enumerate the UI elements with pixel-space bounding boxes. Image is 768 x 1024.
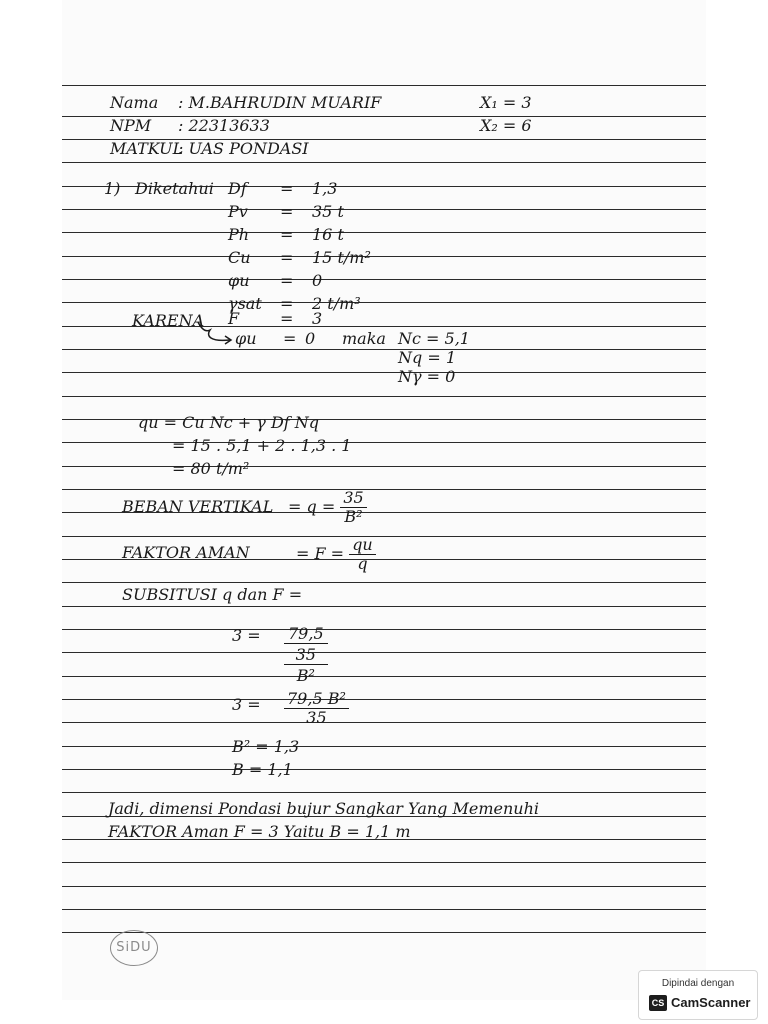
x2-value: X₂ = 6	[480, 116, 532, 135]
ruled-line	[62, 232, 706, 233]
given-symbol: Pv	[228, 202, 248, 221]
qu-substitution: = 15 . 5,1 + 2 . 1,3 . 1	[172, 436, 352, 455]
subs1-left: 3 =	[232, 626, 261, 645]
faktor-expression	[296, 536, 376, 573]
subs1-middle: 35	[284, 644, 328, 665]
scanner-caption: Dipindai dengan	[661, 978, 735, 989]
ruled-line	[62, 606, 706, 607]
ruled-line	[62, 209, 706, 210]
given-eq: =	[280, 309, 294, 328]
given-eq: =	[280, 225, 294, 244]
beban-denominator: B²	[344, 507, 363, 526]
ruled-line	[62, 932, 706, 933]
nama-label: Nama	[110, 93, 159, 112]
ruled-line	[62, 162, 706, 163]
ruled-line	[62, 909, 706, 910]
beban-label: BEBAN VERTIKAL	[122, 497, 274, 516]
given-symbol: Cu	[228, 248, 251, 267]
ruled-line	[62, 699, 706, 700]
given-eq: =	[280, 179, 294, 198]
given-symbol: Df	[228, 179, 247, 198]
matkul-label: MATKUL	[110, 139, 184, 158]
faktor-label: FAKTOR AMAN	[122, 543, 250, 562]
ruled-line	[62, 396, 706, 397]
ruled-line	[62, 652, 706, 653]
ruled-line	[62, 372, 706, 373]
subs2-fraction	[284, 690, 349, 727]
karena-eq: =	[283, 329, 297, 348]
given-value: 35 t	[312, 202, 344, 221]
faktor-fraction	[349, 536, 376, 573]
npm-label: NPM	[110, 116, 152, 135]
ruled-line	[62, 466, 706, 467]
given-eq: =	[280, 271, 294, 290]
subs2-numerator: 79,5 B²	[284, 690, 349, 709]
given-symbol: F	[228, 309, 240, 328]
curved-arrow-icon	[196, 318, 236, 346]
ngamma-value: Nγ = 0	[398, 367, 456, 386]
given-value: 16 t	[312, 225, 344, 244]
nq-value: Nq = 1	[398, 348, 456, 367]
nama-value: : M.BAHRUDIN MUARIF	[178, 93, 382, 112]
beban-fraction	[340, 489, 366, 526]
camscanner-badge	[638, 970, 758, 1020]
ruled-line	[62, 349, 706, 350]
given-value: 2 t/m³	[312, 294, 361, 313]
given-value: 0	[312, 271, 323, 290]
given-eq: =	[280, 294, 294, 313]
substitution-label: SUBSITUSI q dan F =	[122, 585, 303, 604]
faktor-numerator: qu	[349, 536, 376, 555]
karena-value: 0	[305, 329, 316, 348]
ruled-line	[62, 792, 706, 793]
ruled-line	[62, 442, 706, 443]
beban-expression	[288, 489, 367, 526]
conclusion-line-2: FAKTOR Aman F = 3 Yaitu B = 1,1 m	[108, 822, 411, 841]
ruled-line	[62, 722, 706, 723]
karena-symbol: φu	[235, 329, 257, 348]
maka-word: maka	[342, 329, 386, 348]
conclusion-line-1: Jadi, dimensi Pondasi bujur Sangkar Yang Memenuhi	[108, 799, 540, 818]
npm-value: : 22313633	[178, 116, 270, 135]
ruled-line	[62, 886, 706, 887]
given-value: 1,3	[312, 179, 338, 198]
ruled-line	[62, 629, 706, 630]
ruled-line	[62, 116, 706, 117]
subs2-denominator: 35	[306, 708, 327, 727]
qu-result: = 80 t/m²	[172, 459, 250, 478]
faktor-denominator: q	[357, 554, 368, 573]
given-value: 3	[312, 309, 323, 328]
matkul-value: : UAS PONDASI	[178, 139, 309, 158]
scanner-name: CamScanner	[671, 995, 751, 1010]
given-symbol: φu	[228, 271, 250, 290]
x1-value: X₁ = 3	[480, 93, 532, 112]
ruled-line	[62, 256, 706, 257]
b-result: B = 1,1	[232, 760, 293, 779]
subs1-denominator: B²	[296, 666, 315, 685]
beban-eq: = q =	[288, 497, 336, 516]
ruled-line	[62, 582, 706, 583]
ruled-line	[62, 302, 706, 303]
given-eq: =	[280, 248, 294, 267]
notebook-brand-logo: SiDU	[110, 930, 158, 966]
ruled-line	[62, 746, 706, 747]
given-symbol: Ph	[228, 225, 250, 244]
subs2-left: 3 =	[232, 695, 261, 714]
subs1-fraction	[284, 625, 328, 685]
karena-label: KARENA	[132, 311, 205, 330]
nc-value: Nc = 5,1	[398, 329, 470, 348]
subs1-numerator: 79,5	[284, 625, 328, 644]
ruled-line	[62, 536, 706, 537]
ruled-line	[62, 676, 706, 677]
ruled-line	[62, 862, 706, 863]
b-squared-result: B² = 1,3	[232, 737, 300, 756]
problem-number: 1)	[104, 179, 121, 198]
given-symbol: γsat	[228, 294, 262, 313]
given-label: Diketahui	[135, 179, 214, 198]
ruled-line	[62, 85, 706, 86]
ruled-line	[62, 279, 706, 280]
camscanner-logo-icon: CS	[649, 995, 667, 1011]
given-eq: =	[280, 202, 294, 221]
beban-numerator: 35	[340, 489, 366, 508]
ruled-line	[62, 769, 706, 770]
ruled-line	[62, 489, 706, 490]
faktor-eq: = F =	[296, 544, 345, 563]
subs2-frac	[284, 690, 349, 727]
qu-equation: qu = Cu Nc + γ Df Nq	[138, 413, 320, 432]
given-value: 15 t/m²	[312, 248, 371, 267]
